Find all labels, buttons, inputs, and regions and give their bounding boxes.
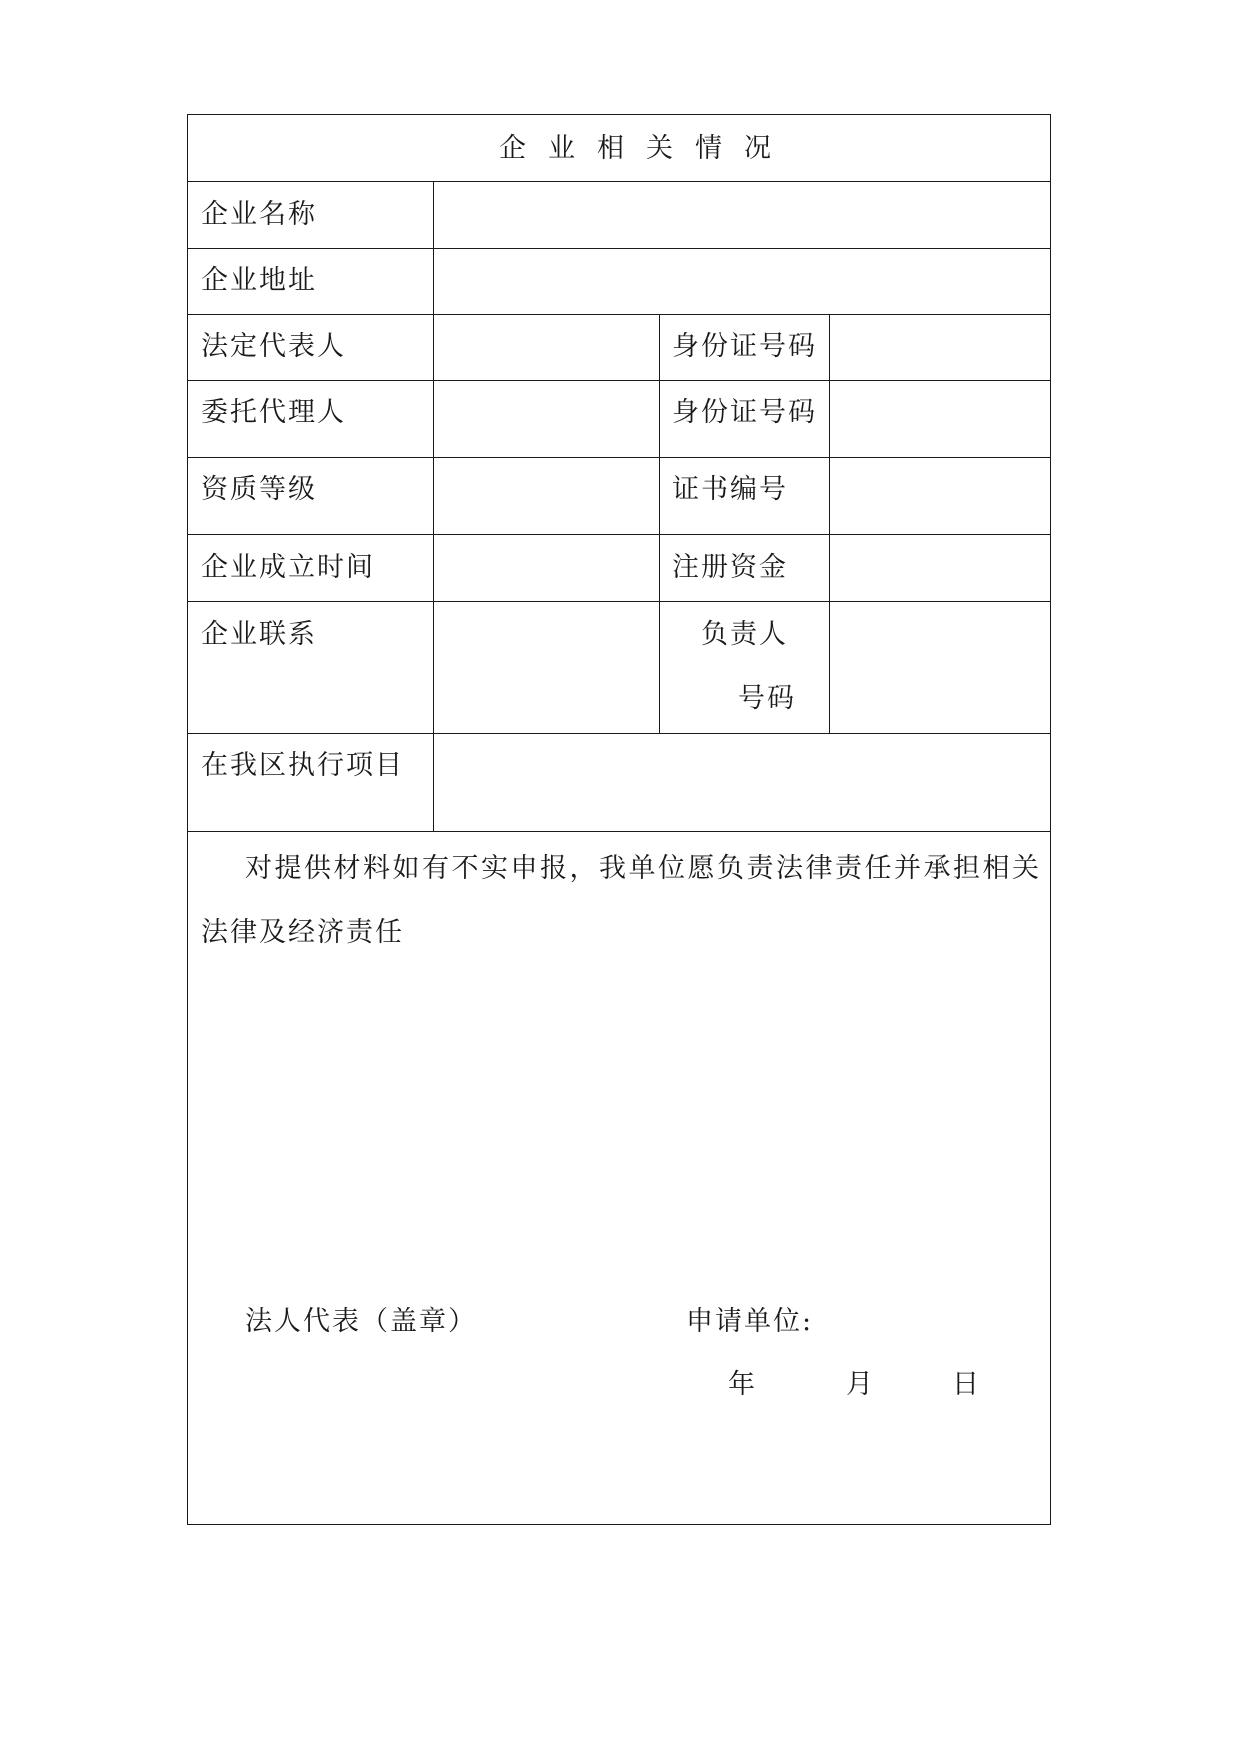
row-divider bbox=[188, 534, 1050, 535]
date-day-label: 日 bbox=[952, 1369, 981, 1400]
row-divider bbox=[188, 601, 1050, 602]
declaration-line-1: 对提供材料如有不实申报，我单位愿负责法律责任并承担相关 bbox=[245, 853, 1042, 884]
applicant-unit-label: 申请单位: bbox=[686, 1306, 814, 1337]
row-divider bbox=[188, 733, 1050, 734]
label-legal-rep-id: 身份证号码 bbox=[672, 331, 817, 362]
column-divider bbox=[829, 314, 830, 733]
row-divider bbox=[188, 248, 1050, 249]
form-title: 企业相关情况 bbox=[499, 133, 793, 164]
label-company-name: 企业名称 bbox=[201, 199, 317, 230]
row-divider bbox=[188, 831, 1050, 832]
legal-rep-seal-label: 法人代表（盖章） bbox=[245, 1306, 477, 1337]
row-divider bbox=[188, 380, 1050, 381]
label-qualification-level: 资质等级 bbox=[201, 474, 317, 505]
label-company-contact: 企业联系 bbox=[201, 619, 317, 650]
declaration-line-2: 法律及经济责任 bbox=[201, 917, 404, 948]
column-divider bbox=[433, 181, 434, 831]
label-local-projects: 在我区执行项目 bbox=[201, 750, 404, 781]
label-certificate-number: 证书编号 bbox=[672, 474, 788, 505]
date-year-label: 年 bbox=[728, 1369, 757, 1400]
label-company-address: 企业地址 bbox=[201, 265, 317, 296]
column-divider bbox=[659, 314, 660, 733]
label-registered-capital: 注册资金 bbox=[672, 552, 788, 583]
label-establishment-date: 企业成立时间 bbox=[201, 552, 375, 583]
date-month-label: 月 bbox=[846, 1369, 875, 1400]
label-person-in-charge: 负责人 bbox=[701, 619, 788, 650]
label-legal-representative: 法定代表人 bbox=[201, 331, 346, 362]
row-divider bbox=[188, 457, 1050, 458]
label-person-in-charge-number: 号码 bbox=[738, 683, 796, 714]
enterprise-info-form bbox=[187, 114, 1051, 1525]
row-divider bbox=[188, 181, 1050, 182]
label-agent: 委托代理人 bbox=[201, 397, 346, 428]
label-agent-id: 身份证号码 bbox=[672, 397, 817, 428]
row-divider bbox=[188, 314, 1050, 315]
